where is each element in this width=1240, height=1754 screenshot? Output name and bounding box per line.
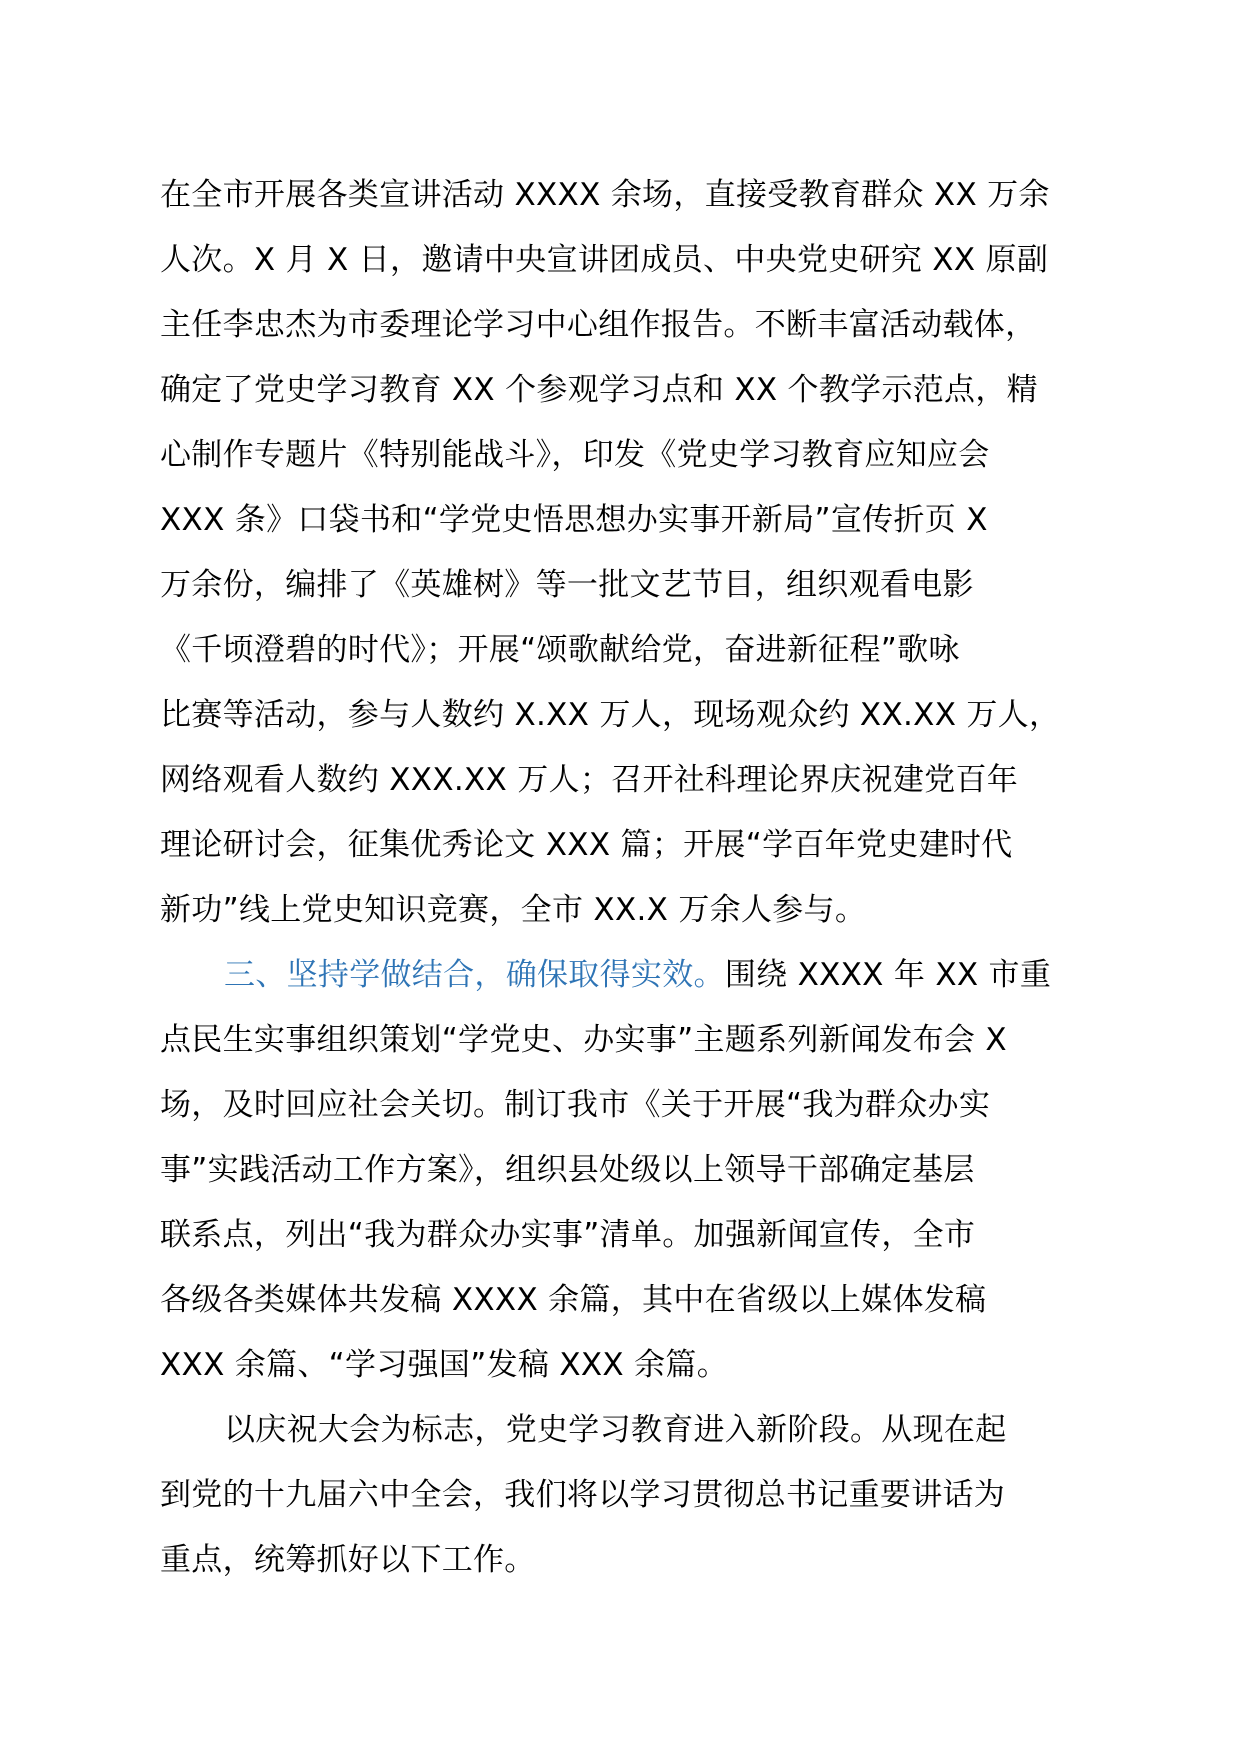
paragraph-line: 主任李忠杰为市委理论学习中心组作报告。不断丰富活动载体， bbox=[160, 307, 1037, 343]
paragraph-line: 场，及时回应社会关切。制订我市《关于开展“我为群众办实 bbox=[160, 1087, 991, 1123]
paragraph-line: 到党的十九届六中全会，我们将以学习贯彻总书记重要讲话为 bbox=[160, 1477, 1006, 1513]
paragraph-line: 网络观看人数约 XXX.XX 万人；召开社科理论界庆祝建党百年 bbox=[160, 762, 1019, 798]
paragraph-line: 联系点，列出“我为群众办实事”清单。加强新闻宣传，全市 bbox=[160, 1217, 976, 1253]
paragraph-line: 万余份，编排了《英雄树》等一批文艺节目，组织观看电影 bbox=[160, 567, 974, 603]
paragraph-2 bbox=[160, 943, 1120, 1398]
section-heading: 三、坚持学做结合，确保取得实效。 bbox=[224, 957, 725, 993]
document-body bbox=[160, 163, 1120, 1593]
paragraph-line: 重点，统筹抓好以下工作。 bbox=[160, 1542, 536, 1578]
paragraph-line: 《千顷澄碧的时代》；开展“颂歌献给党，奋进新征程”歌咏 bbox=[160, 632, 960, 668]
paragraph-first-line: 以庆祝大会为标志，党史学习教育进入新阶段。从现在起 bbox=[224, 1412, 1007, 1448]
paragraph-1 bbox=[160, 163, 1120, 943]
paragraph-line: 新功”线上党史知识竞赛，全市 XX.X 万余人参与。 bbox=[160, 892, 867, 928]
paragraph-line: 心制作专题片《特别能战斗》，印发《党史学习教育应知应会 bbox=[160, 437, 990, 473]
paragraph-line: XXX 余篇、“学习强国”发稿 XXX 余篇。 bbox=[160, 1347, 729, 1383]
paragraph-text: 围绕 XXXX 年 XX 市重 bbox=[724, 957, 1052, 993]
paragraph-line: XXX 条》口袋书和“学党史悟思想办实事开新局”宣传折页 X bbox=[160, 502, 988, 538]
paragraph-line: 确定了党史学习教育 XX 个参观学习点和 XX 个教学示范点，精 bbox=[160, 372, 1038, 408]
paragraph-line: 在全市开展各类宣讲活动 XXXX 余场，直接受教育群众 XX 万余 bbox=[160, 177, 1050, 213]
paragraph-3 bbox=[160, 1398, 1120, 1593]
paragraph-line: 各级各类媒体共发稿 XXXX 余篇，其中在省级以上媒体发稿 bbox=[160, 1282, 987, 1318]
paragraph-line: 比赛等活动，参与人数约 X.XX 万人，现场观众约 XX.XX 万人， bbox=[160, 697, 1061, 733]
paragraph-line: 事”实践活动工作方案》，组织县处级以上领导干部确定基层 bbox=[160, 1152, 975, 1188]
paragraph-line: 人次。X 月 X 日，邀请中央宣讲团成员、中央党史研究 XX 原副 bbox=[160, 242, 1049, 278]
paragraph-line: 点民生实事组织策划“学党史、办实事”主题系列新闻发布会 X bbox=[160, 1022, 1007, 1058]
paragraph-first-line bbox=[160, 943, 1120, 1008]
paragraph-line: 理论研讨会，征集优秀论文 XXX 篇；开展“学百年党史建时代 bbox=[160, 827, 1013, 863]
